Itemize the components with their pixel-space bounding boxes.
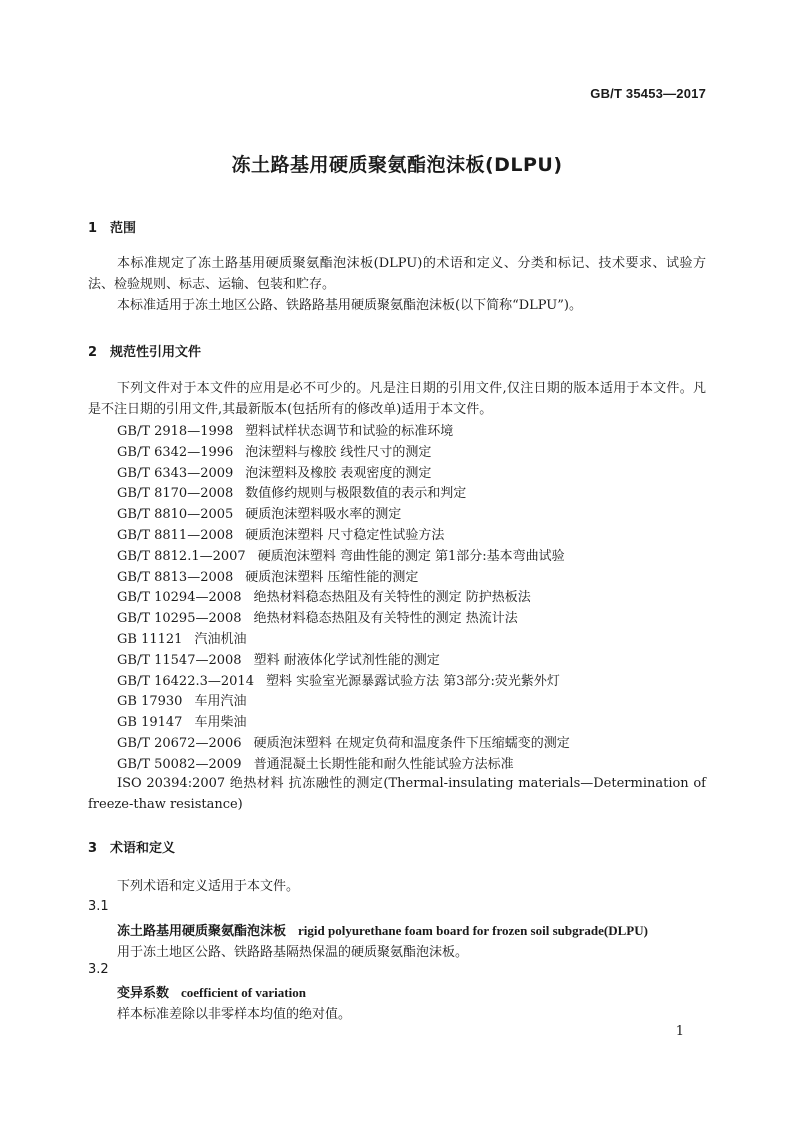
reference-title: 塑料 耐液体化学试剂性能的测定 (253, 653, 440, 668)
reference-code: GB/T 6342—1996 (117, 445, 234, 460)
section-number: 2 (88, 345, 98, 360)
reference-title: 塑料试样状态调节和试验的标准环境 (245, 424, 454, 439)
reference-title: 绝热材料稳态热阻及有关特性的测定 热流计法 (253, 611, 518, 626)
section-title: 范围 (110, 221, 137, 236)
reference-title: 车用柴油 (194, 715, 247, 730)
term-entry (117, 920, 648, 939)
reference-title: 塑料 实验室光源暴露试验方法 第3部分:荧光紫外灯 (265, 674, 560, 689)
reference-title: 硬质泡沫塑料 弯曲性能的测定 第1部分:基本弯曲试验 (257, 549, 565, 564)
reference-item (117, 420, 453, 439)
reference-title: 硬质泡沫塑料 在规定负荷和温度条件下压缩蠕变的测定 (253, 736, 570, 751)
reference-code: GB 19147 (117, 715, 183, 730)
reference-title: 绝热材料稳态热阻及有关特性的测定 防护热板法 (253, 590, 531, 605)
section-2-heading (88, 341, 201, 360)
term-number: 3.2 (88, 962, 109, 977)
reference-code: GB/T 16422.3—2014 (117, 674, 254, 689)
reference-item (117, 628, 246, 647)
section-number: 1 (88, 221, 98, 236)
reference-item (117, 462, 431, 481)
section-3-heading (88, 837, 175, 856)
reference-code: GB/T 6343—2009 (117, 466, 234, 481)
reference-item (117, 670, 560, 689)
reference-title: 汽油机油 (194, 632, 247, 647)
terms-intro: 下列术语和定义适用于本文件。 (117, 879, 300, 894)
section-number: 3 (88, 841, 98, 856)
term-number: 3.1 (88, 899, 109, 914)
reference-code: GB/T 10295—2008 (117, 611, 242, 626)
reference-title: 车用汽油 (194, 694, 247, 709)
reference-item (117, 566, 418, 585)
reference-code: GB/T 10294—2008 (117, 590, 242, 605)
reference-title: 硬质泡沫塑料吸水率的测定 (245, 507, 402, 522)
reference-item (117, 441, 431, 460)
reference-code: GB/T 50082—2009 (117, 757, 242, 772)
reference-item (117, 607, 518, 626)
reference-code: GB/T 20672—2006 (117, 736, 242, 751)
reference-code: GB/T 8170—2008 (117, 486, 234, 501)
reference-title: 硬质泡沫塑料 尺寸稳定性试验方法 (245, 528, 445, 543)
reference-title: 普通混凝土长期性能和耐久性能试验方法标准 (253, 757, 514, 772)
reference-title: 数值修约规则与极限数值的表示和判定 (245, 486, 467, 501)
reference-code: GB/T 8811—2008 (117, 528, 234, 543)
reference-item (117, 545, 565, 564)
reference-item (117, 524, 444, 543)
section-title: 规范性引用文件 (110, 345, 202, 360)
normative-refs-intro: 下列文件对于本文件的应用是必不可少的。凡是注日期的引用文件,仅注日期的版本适用于本文件。凡是不注日期的引用文件,其最新版本(包括所有的修改单)适用于本文件。 (88, 381, 706, 417)
reference-item (117, 503, 401, 522)
reference-item (117, 711, 246, 730)
standard-code: GB/T 35453—2017 (590, 86, 706, 101)
term-definition: 样本标准差除以非零样本均值的绝对值。 (117, 1007, 352, 1022)
reference-code: GB/T 8810—2005 (117, 507, 234, 522)
reference-code: GB/T 8812.1—2007 (117, 549, 246, 564)
term-chinese: 变异系数 (117, 986, 170, 1001)
reference-code: GB/T 2918—1998 (117, 424, 234, 439)
document-title: 冻土路基用硬质聚氨酯泡沫板(DLPU) (231, 154, 563, 176)
term-definition: 用于冻土地区公路、铁路路基隔热保温的硬质聚氨酯泡沫板。 (117, 945, 469, 960)
scope-paragraph-2: 本标准适用于冻土地区公路、铁路路基用硬质聚氨酯泡沫板(以下简称“DLPU”)。 (117, 298, 582, 313)
reference-item (117, 690, 246, 709)
term-entry (117, 982, 306, 1001)
iso-reference: ISO 20394:2007 绝热材料 抗冻融性的测定(Thermal-insulating materials—Determination of freeze-thaw resistance) (88, 776, 706, 812)
reference-title: 泡沫塑料与橡胶 线性尺寸的测定 (245, 445, 432, 460)
term-english: coefficient of variation (181, 985, 306, 1000)
page-number: 1 (675, 1024, 684, 1039)
reference-title: 硬质泡沫塑料 压缩性能的测定 (245, 570, 419, 585)
reference-item (117, 732, 570, 751)
reference-item (117, 649, 440, 668)
section-1-heading (88, 217, 136, 236)
scope-paragraph-1: 本标准规定了冻土路基用硬质聚氨酯泡沫板(DLPU)的术语和定义、分类和标记、技术要求、试验方法、检验规则、标志、运输、包装和贮存。 (88, 256, 706, 292)
reference-code: GB 17930 (117, 694, 183, 709)
term-english: rigid polyurethane foam board for frozen soil subgrade(DLPU) (298, 923, 648, 938)
term-chinese: 冻土路基用硬质聚氨酯泡沫板 (117, 924, 287, 939)
reference-item (117, 586, 531, 605)
section-title: 术语和定义 (110, 841, 176, 856)
reference-code: GB 11121 (117, 632, 183, 647)
reference-code: GB/T 8813—2008 (117, 570, 234, 585)
reference-code: GB/T 11547—2008 (117, 653, 242, 668)
reference-title: 泡沫塑料及橡胶 表观密度的测定 (245, 466, 432, 481)
reference-item (117, 482, 466, 501)
reference-item (117, 753, 514, 772)
